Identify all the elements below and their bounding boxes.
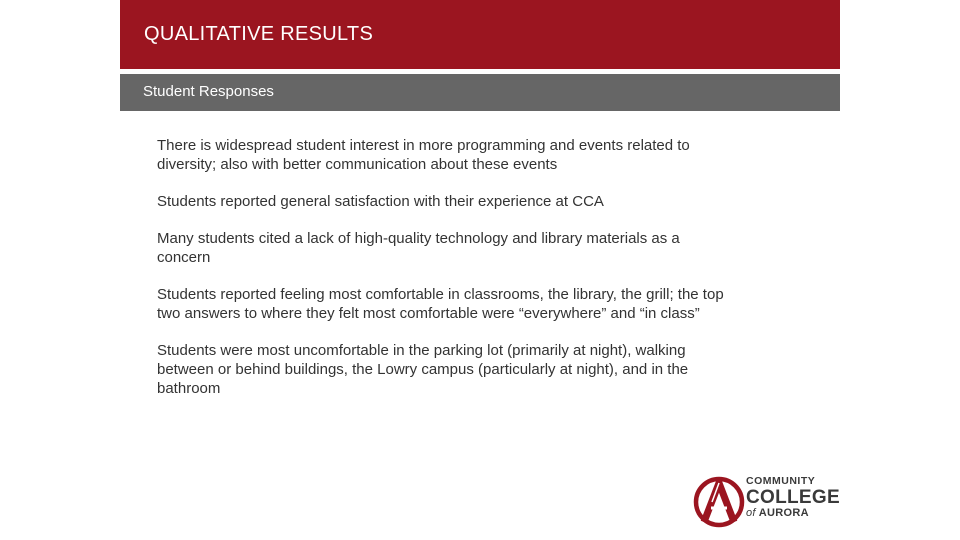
title-bar (120, 0, 840, 69)
logo-aurora: AURORA (758, 506, 809, 519)
bullet-item: Students reported feeling most comfortable in classrooms, the library, the grill; the top two answers to where they felt most comfortable were “everywhere” and “in class” (157, 286, 724, 322)
logo-wordmark (746, 476, 840, 519)
bullet-item: There is widespread student interest in more programming and events related to diversity; also with better communication about these events (157, 137, 690, 173)
logo-of: of (746, 506, 756, 519)
slide-subtitle: Student Responses (143, 83, 274, 100)
logo-line-college: COLLEGE (746, 486, 840, 508)
logo-line-aurora (746, 508, 840, 519)
slide-title: QUALITATIVE RESULTS (144, 23, 374, 45)
bullet-item: Many students cited a lack of high-quality technology and library materials as a concern (157, 230, 680, 266)
college-logo (692, 474, 840, 530)
bullet-list (157, 136, 732, 416)
subtitle-bar (120, 74, 840, 111)
logo-line-community: COMMUNITY (746, 475, 816, 487)
college-emblem-icon (692, 474, 746, 530)
bullet-item: Students were most uncomfortable in the parking lot (primarily at night), walking between or behind buildings, the Lowry campus (particularly at night), and in the bathroom (157, 342, 689, 397)
bullet-item: Students reported general satisfaction with their experience at CCA (157, 193, 604, 210)
